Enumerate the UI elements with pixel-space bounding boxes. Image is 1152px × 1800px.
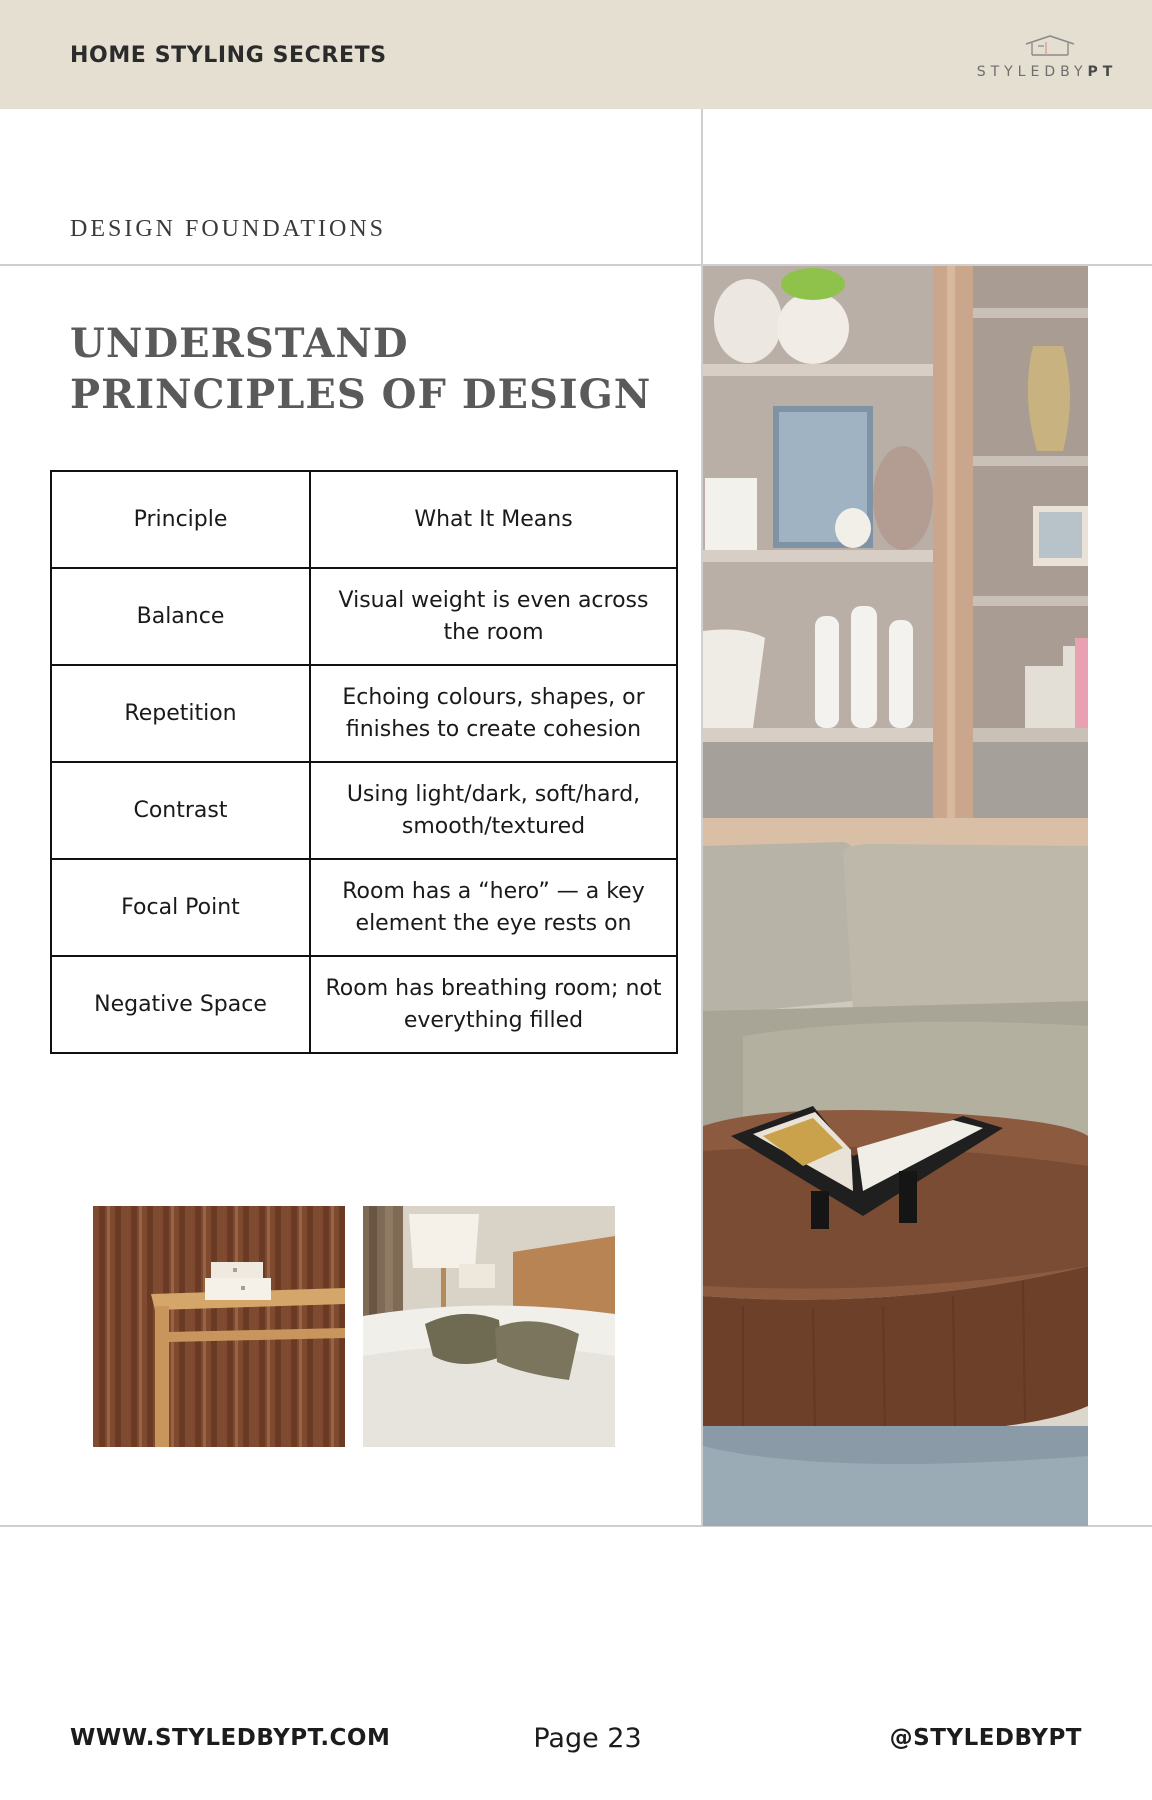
bedroom-photo — [363, 1206, 615, 1447]
logo-wordmark-bold: PT — [1087, 64, 1118, 80]
meaning-cell: Using light/dark, soft/hard, smooth/textured — [310, 762, 677, 859]
meaning-cell: Visual weight is even across the room — [310, 568, 677, 665]
table-row — [51, 762, 677, 859]
meaning-cell: Room has breathing room; not everything filled — [310, 956, 677, 1053]
house-outline-icon — [1022, 34, 1078, 56]
page-title — [70, 318, 670, 420]
table-header-row — [51, 471, 677, 568]
social-handle[interactable]: @STYLEDBYPT — [889, 1725, 1082, 1751]
wood-panel-console-photo — [93, 1206, 345, 1447]
table-row — [51, 956, 677, 1053]
table-header-meaning: What It Means — [310, 471, 677, 568]
page-header — [0, 0, 1152, 109]
table-row — [51, 665, 677, 762]
page-title-line-2: PRINCIPLES OF DESIGN — [70, 371, 652, 418]
header-title: HOME STYLING SECRETS — [70, 43, 387, 68]
meaning-cell: Echoing colours, shapes, or finishes to create cohesion — [310, 665, 677, 762]
brand-logo — [972, 34, 1122, 84]
logo-wordmark — [972, 64, 1122, 80]
section-label: DESIGN FOUNDATIONS — [70, 216, 387, 242]
website-link[interactable]: WWW.STYLEDBYPT.COM — [70, 1725, 391, 1751]
principle-cell: Contrast — [51, 762, 310, 859]
page-title-line-1: UNDERSTAND — [70, 320, 409, 367]
page-number: Page 23 — [533, 1723, 642, 1754]
principle-cell: Focal Point — [51, 859, 310, 956]
principle-cell: Balance — [51, 568, 310, 665]
table-header-principle: Principle — [51, 471, 310, 568]
table-row — [51, 568, 677, 665]
principle-cell: Repetition — [51, 665, 310, 762]
principle-cell: Negative Space — [51, 956, 310, 1053]
logo-wordmark-light: STYLEDBY — [976, 64, 1088, 80]
meaning-cell: Room has a “hero” — a key element the eye rests on — [310, 859, 677, 956]
living-room-photo — [703, 266, 1088, 1526]
principles-table — [50, 470, 678, 1054]
table-row — [51, 859, 677, 956]
